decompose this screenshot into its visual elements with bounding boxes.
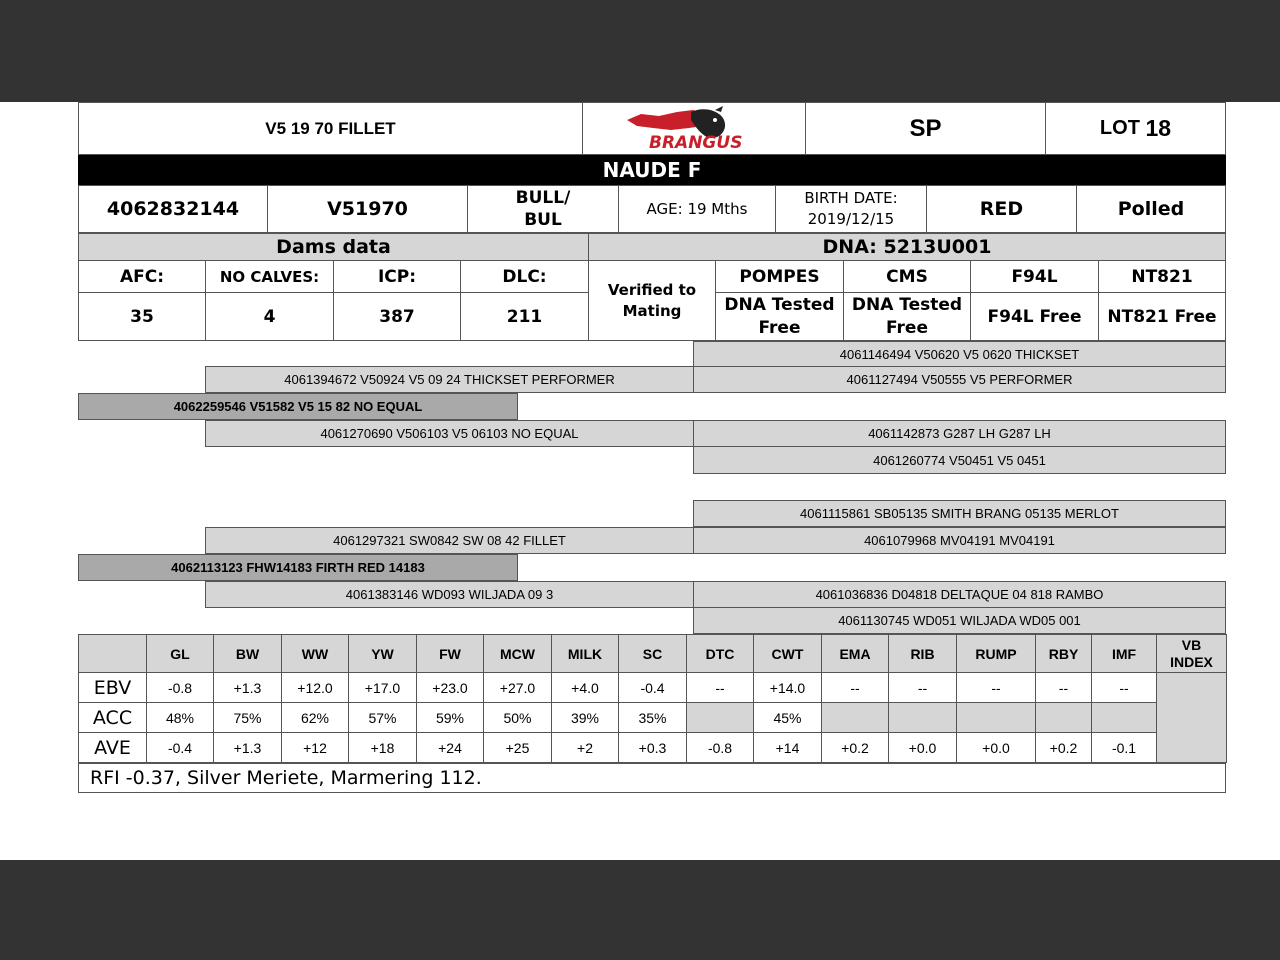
- ebv-header: RUMP: [957, 635, 1036, 673]
- ave-value: +14: [754, 733, 822, 763]
- pedigree-dam-sire: 4061297321 SW0842 SW 08 42 FILLET: [205, 527, 694, 554]
- acc-value: 50%: [484, 703, 552, 733]
- calves-label: NO CALVES:: [205, 260, 334, 293]
- ebv-header: BW: [214, 635, 282, 673]
- acc-value: 59%: [417, 703, 484, 733]
- calves-value: 4: [205, 292, 334, 341]
- icp-value: 387: [333, 292, 461, 341]
- animal-sex: [467, 185, 619, 233]
- breeder-name: NAUDE F: [78, 155, 1226, 185]
- cms-line2: Free: [886, 317, 928, 338]
- ebv-value: --: [1036, 673, 1092, 703]
- ebv-value: --: [957, 673, 1036, 703]
- ebv-header: YW: [349, 635, 417, 673]
- acc-value: 57%: [349, 703, 417, 733]
- animal-tag: V51970: [267, 185, 468, 233]
- ave-value: +25: [484, 733, 552, 763]
- row-label: ACC: [79, 703, 147, 733]
- dams-title: Dams data: [78, 233, 589, 261]
- sex-line2: BUL: [524, 210, 562, 230]
- animal-id: 4062832144: [78, 185, 268, 233]
- bottom-bar: [0, 860, 1280, 960]
- dna-title: DNA: 5213U001: [588, 233, 1226, 261]
- animal-horn: Polled: [1076, 185, 1226, 233]
- pedigree-ddd: 4061130745 WD051 WILJADA WD05 001: [693, 607, 1226, 634]
- verified-line2: Mating: [622, 301, 682, 320]
- acc-value: 45%: [754, 703, 822, 733]
- svg-text:BRANGUS: BRANGUS: [649, 132, 743, 152]
- acc-value: [1036, 703, 1092, 733]
- ave-value: -0.4: [147, 733, 214, 763]
- ebv-value: +14.0: [754, 673, 822, 703]
- ave-value: +24: [417, 733, 484, 763]
- acc-value: [687, 703, 754, 733]
- ave-value: +0.0: [957, 733, 1036, 763]
- ave-row: [79, 733, 1227, 763]
- pedigree-ssd: 4061127494 V50555 V5 PERFORMER: [693, 366, 1226, 393]
- vb-index-line1: VB: [1181, 636, 1202, 653]
- ave-value: +0.0: [889, 733, 957, 763]
- ave-value: +18: [349, 733, 417, 763]
- acc-row: [79, 703, 1227, 733]
- ebv-corner: [79, 635, 147, 673]
- afc-label: AFC:: [78, 260, 206, 293]
- ebv-value: -0.8: [147, 673, 214, 703]
- ebv-value: +17.0: [349, 673, 417, 703]
- animal-colour: RED: [926, 185, 1077, 233]
- ebv-header: EMA: [822, 635, 889, 673]
- nt821-label: NT821: [1098, 260, 1226, 293]
- pedigree-sdd: 4061260774 V50451 V5 0451: [693, 446, 1226, 474]
- pedigree-dsd: 4061079968 MV04191 MV04191: [693, 527, 1226, 554]
- ebv-header: GL: [147, 635, 214, 673]
- bull-head-icon: [619, 106, 769, 152]
- ebv-row: [79, 673, 1227, 703]
- birth-value: 2019/12/15: [807, 210, 895, 228]
- ebv-header: RBY: [1036, 635, 1092, 673]
- ave-value: +12: [282, 733, 349, 763]
- lot-number: [1045, 102, 1226, 155]
- ebv-value: --: [687, 673, 754, 703]
- pedigree-sire-dam: 4061270690 V506103 V5 06103 NO EQUAL: [205, 420, 694, 447]
- ave-value: +0.2: [822, 733, 889, 763]
- ebv-value: -0.4: [619, 673, 687, 703]
- pompes-line1: DNA Tested: [724, 294, 835, 315]
- nt821-result: NT821 Free: [1098, 292, 1226, 341]
- ebv-value: +27.0: [484, 673, 552, 703]
- pompes-label: POMPES: [715, 260, 844, 293]
- pompes-line2: Free: [758, 317, 801, 338]
- vb-index-value: [1157, 673, 1227, 763]
- animal-name: V5 19 70 FILLET: [78, 102, 583, 155]
- ave-value: +2: [552, 733, 619, 763]
- acc-value: 75%: [214, 703, 282, 733]
- pedigree-dam: 4062113123 FHW14183 FIRTH RED 14183: [78, 554, 518, 581]
- ebv-value: --: [889, 673, 957, 703]
- ebv-value: +23.0: [417, 673, 484, 703]
- birth-label: BIRTH DATE:: [804, 189, 898, 207]
- ebv-value: +1.3: [214, 673, 282, 703]
- pedigree-sss: 4061146494 V50620 V5 0620 THICKSET: [693, 341, 1226, 367]
- row-label: EBV: [79, 673, 147, 703]
- pompes-result: [715, 292, 844, 341]
- pedigree-dds: 4061036836 D04818 DELTAQUE 04 818 RAMBO: [693, 581, 1226, 608]
- ebv-header: MCW: [484, 635, 552, 673]
- acc-value: [1092, 703, 1157, 733]
- vb-index-line2: INDEX: [1170, 653, 1213, 670]
- ave-value: -0.8: [687, 733, 754, 763]
- pedigree-dss: 4061115861 SB05135 SMITH BRANG 05135 MERLOT: [693, 500, 1226, 527]
- ebv-header: CWT: [754, 635, 822, 673]
- brangus-logo: [582, 102, 806, 155]
- vb-index-header: [1157, 635, 1227, 673]
- ebv-header: MILK: [552, 635, 619, 673]
- ave-value: +0.2: [1036, 733, 1092, 763]
- ebv-header-row: [79, 635, 1227, 673]
- ebv-header: SC: [619, 635, 687, 673]
- acc-value: 35%: [619, 703, 687, 733]
- row-label: AVE: [79, 733, 147, 763]
- acc-value: [889, 703, 957, 733]
- pedigree-dam-dam: 4061383146 WD093 WILJADA 09 3: [205, 581, 694, 608]
- ebv-header: WW: [282, 635, 349, 673]
- acc-value: [822, 703, 889, 733]
- acc-value: 62%: [282, 703, 349, 733]
- acc-value: 39%: [552, 703, 619, 733]
- ebv-header: FW: [417, 635, 484, 673]
- acc-value: 48%: [147, 703, 214, 733]
- ave-value: +0.3: [619, 733, 687, 763]
- ave-value: +1.3: [214, 733, 282, 763]
- grade: SP: [805, 102, 1046, 155]
- animal-age: AGE: 19 Mths: [618, 185, 776, 233]
- ebv-value: --: [822, 673, 889, 703]
- f94l-label: F94L: [970, 260, 1099, 293]
- ave-value: -0.1: [1092, 733, 1157, 763]
- cms-line1: DNA Tested: [851, 294, 963, 315]
- ebv-value: +12.0: [282, 673, 349, 703]
- ebv-header: DTC: [687, 635, 754, 673]
- pedigree-sire-sire: 4061394672 V50924 V5 09 24 THICKSET PERFORMER: [205, 366, 694, 393]
- lot-value: 18: [1145, 115, 1172, 141]
- dlc-label: DLC:: [460, 260, 589, 293]
- ebv-header: IMF: [1092, 635, 1157, 673]
- lot-label: LOT: [1099, 117, 1140, 139]
- pedigree-sire: 4062259546 V51582 V5 15 82 NO EQUAL: [78, 393, 518, 420]
- dlc-value: 211: [460, 292, 589, 341]
- ebv-value: --: [1092, 673, 1157, 703]
- pedigree-sds: 4061142873 G287 LH G287 LH: [693, 420, 1226, 447]
- verified-line1: Verified to: [607, 280, 697, 299]
- top-bar: [0, 0, 1280, 102]
- verified-mating: [588, 260, 716, 341]
- ebv-header: RIB: [889, 635, 957, 673]
- ebv-value: +4.0: [552, 673, 619, 703]
- cms-result: [843, 292, 971, 341]
- afc-value: 35: [78, 292, 206, 341]
- sex-line1: BULL/: [515, 188, 571, 208]
- ebv-table: [78, 634, 1227, 763]
- f94l-result: F94L Free: [970, 292, 1099, 341]
- cms-label: CMS: [843, 260, 971, 293]
- birth-date: [775, 185, 927, 233]
- acc-value: [957, 703, 1036, 733]
- icp-label: ICP:: [333, 260, 461, 293]
- comment: RFI -0.37, Silver Meriete, Marmering 112.: [78, 763, 1226, 793]
